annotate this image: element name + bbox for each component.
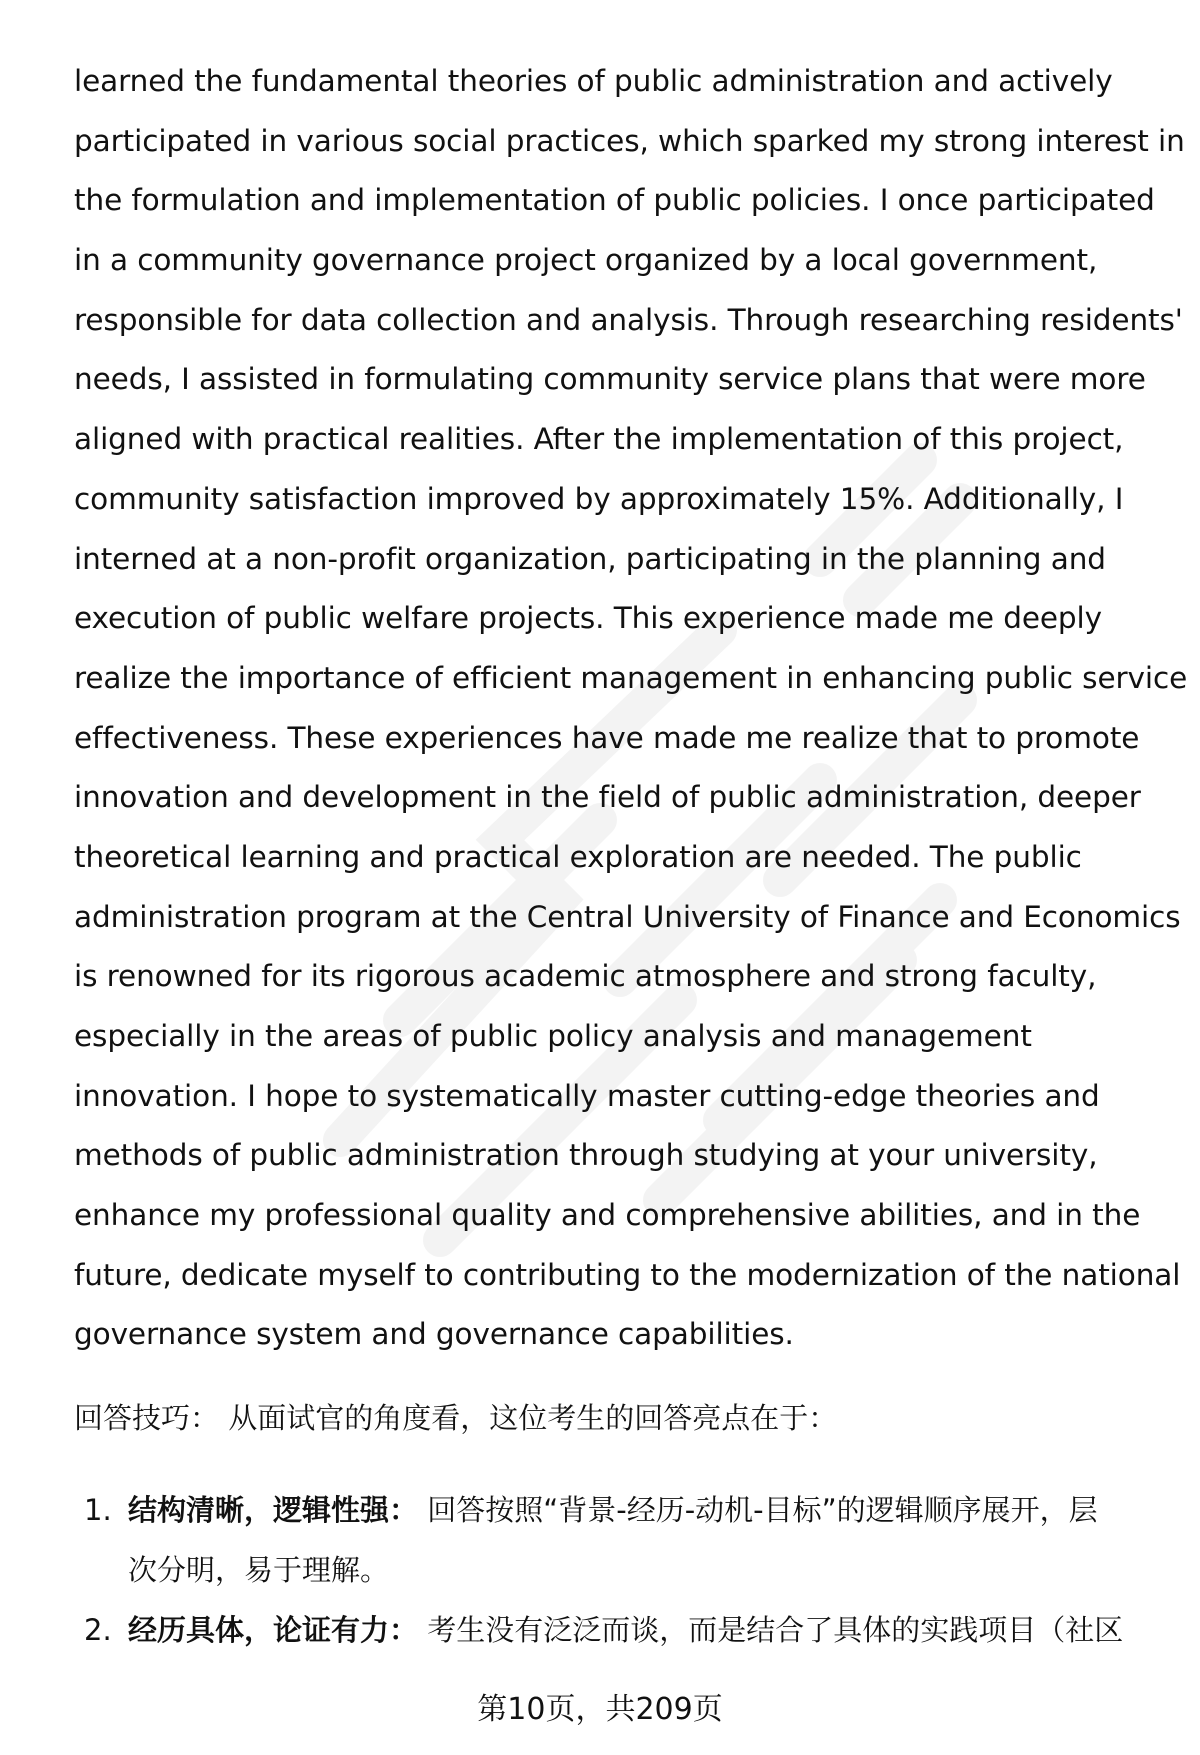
tip-line [128, 1600, 1164, 1660]
body-line: the formulation and implementation of public policies. I once participated [74, 183, 1155, 218]
body-line: methods of public administration through studying at your university, [74, 1138, 1098, 1173]
list-number: 1. [84, 1493, 112, 1527]
tip-text: 考生没有泛泛而谈，而是结合了具体的实践项目（社区 [418, 1613, 1124, 1647]
tip-text: 回答按照“背景-经历-动机-目标”的逻辑顺序展开，层 [418, 1493, 1098, 1527]
tips-label: 回答技巧： 从面试官的角度看，这位考生的回答亮点在于： [74, 1401, 838, 1435]
body-line: effectiveness. These experiences have made me realize that to promote [74, 720, 1140, 755]
body-line: governance system and governance capabilities. [74, 1317, 794, 1352]
body-line: community satisfaction improved by approximately 15%. Additionally, I [74, 481, 1124, 516]
body-line: enhance my professional quality and comprehensive abilities, and in the [74, 1198, 1141, 1233]
tip-line [128, 1480, 1164, 1540]
list-item [74, 1480, 1164, 1600]
body-line: administration program at the Central University of Finance and Economics [74, 899, 1181, 934]
body-line: execution of public welfare projects. This experience made me deeply [74, 601, 1103, 636]
body-line: especially in the areas of public policy analysis and management [74, 1019, 1032, 1053]
list-item [74, 1600, 1164, 1660]
page-footer: 第10页，共209页 [477, 1692, 723, 1727]
tip-title: 经历具体，论证有力： [128, 1613, 419, 1647]
list-number: 2. [84, 1613, 112, 1647]
body-line: theoretical learning and practical exploration are needed. The public [74, 839, 1082, 874]
body-line: needs, I assisted in formulating community service plans that were more [74, 362, 1146, 397]
body-line: is renowned for its rigorous academic atmosphere and strong faculty, [74, 959, 1097, 994]
body-line: learned the fundamental theories of public administration and actively [74, 64, 1113, 98]
body-line: responsible for data collection and analysis. Through researching residents' [74, 302, 1183, 337]
body-line: aligned with practical realities. After the implementation of this project, [74, 422, 1124, 457]
body-line: interned at a non-profit organization, participating in the planning and [74, 541, 1106, 576]
tips-list [74, 1480, 1164, 1660]
body-line: future, dedicate myself to contributing to the modernization of the national [74, 1257, 1181, 1292]
body-line: realize the importance of efficient management in enhancing public service [74, 660, 1188, 695]
body-line: innovation. I hope to systematically master cutting-edge theories and [74, 1078, 1100, 1113]
body-line: innovation and development in the field of public administration, deeper [74, 780, 1141, 815]
body-text [74, 52, 1188, 1365]
body-line: in a community governance project organized by a local government, [74, 243, 1098, 278]
tip-text-continued: 次分明，易于理解。 [128, 1553, 390, 1587]
body-line: participated in various social practices, which sparked my strong interest in [74, 123, 1185, 158]
tip-title: 结构清晰，逻辑性强： [128, 1493, 419, 1527]
